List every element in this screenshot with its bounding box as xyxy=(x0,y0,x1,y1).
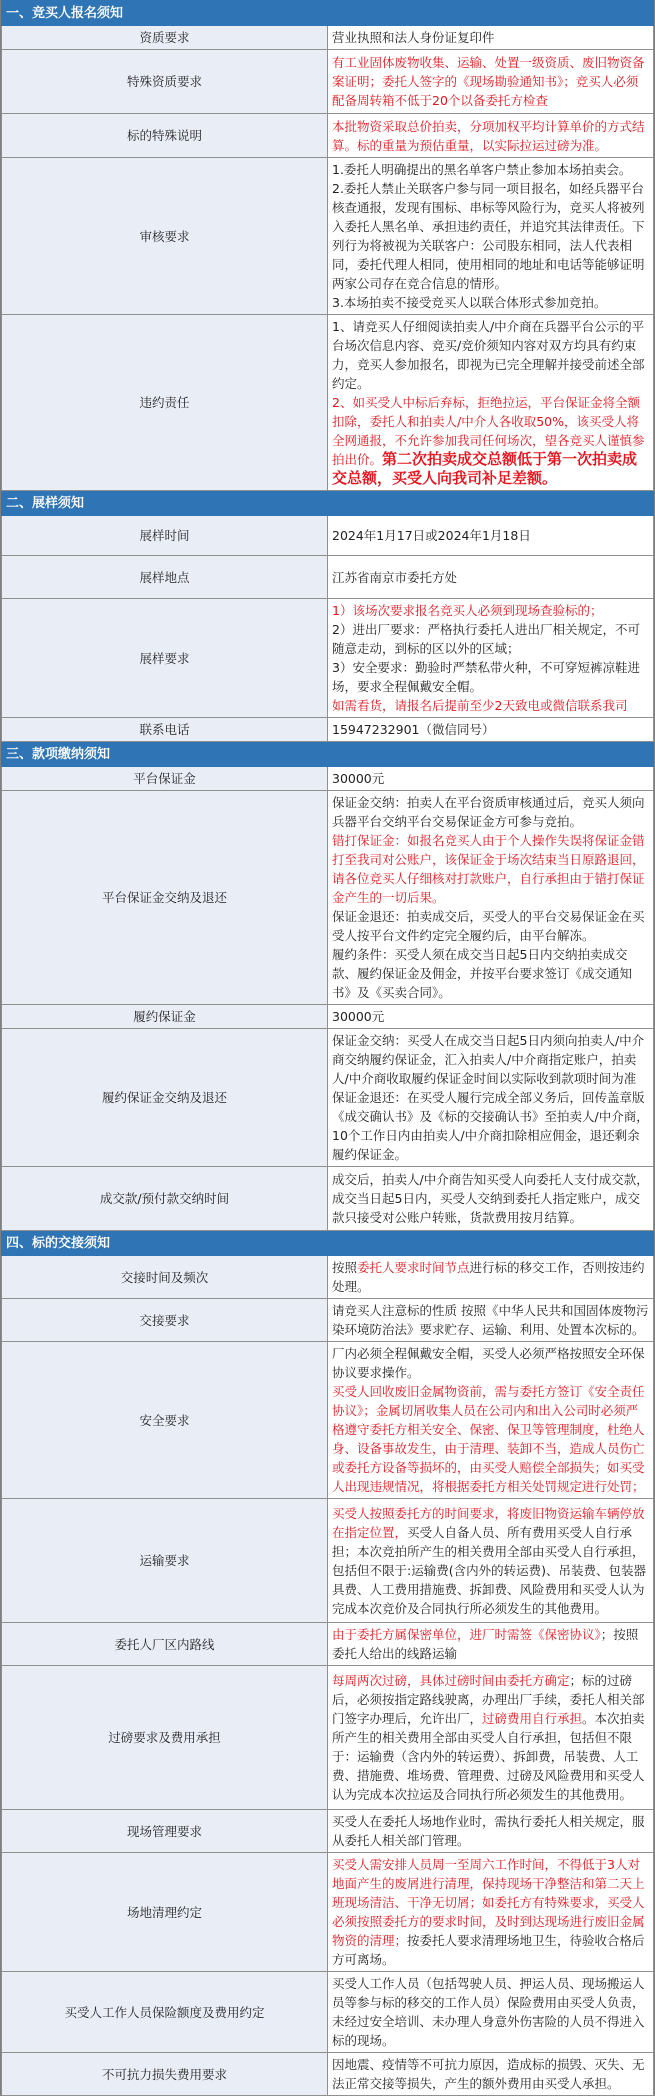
row-value xyxy=(328,1499,654,1623)
text-line: 保证金交纳：拍卖人在平台资质审核通过后，竞买人须向兵器平台交纳平台交易保证金方可参与竞拍。 xyxy=(332,795,645,829)
row-value xyxy=(328,1623,654,1666)
text-line: 3.本场拍卖不接受竞买人以联合体形式参加竞拍。 xyxy=(332,295,607,310)
row-label: 联系电话 xyxy=(2,718,328,742)
row-value: 营业执照和法人身份证复印件 xyxy=(328,26,654,50)
row-handover-time xyxy=(2,1256,654,1299)
text-line: 1.委托人明确提出的黑名单客户禁止参加本场拍卖会。 xyxy=(332,162,632,177)
section-title: 三、款项缴纳须知 xyxy=(2,742,654,767)
section-header-sample-viewing xyxy=(2,491,654,516)
notice-table xyxy=(1,0,654,2096)
row-label: 平台保证金交纳及退还 xyxy=(2,791,328,1005)
row-value: 30000元 xyxy=(328,767,654,791)
row-label: 展样要求 xyxy=(2,599,328,718)
row-label: 安全要求 xyxy=(2,1342,328,1499)
text-red: 由于委托方属保密单位，进厂时需签《保密协议》 xyxy=(332,1627,601,1642)
text-plain: ；按照委托人给出的线路运输 xyxy=(332,1627,639,1661)
row-lot-special-note xyxy=(2,114,654,158)
row-label: 平台保证金 xyxy=(2,767,328,791)
row-performance-deposit-refund xyxy=(2,1029,654,1167)
row-value xyxy=(328,599,654,718)
row-label: 委托人厂区内路线 xyxy=(2,1623,328,1666)
text-line: 1）该场次要求报名竞买人必须到现场查验标的； xyxy=(332,603,603,618)
row-worker-insurance xyxy=(2,1972,654,2053)
row-force-majeure xyxy=(2,2053,654,2096)
row-label: 审核要求 xyxy=(2,158,328,315)
row-value: 本批物资采取总价拍卖，分项加权平均计算单价的方式结算。标的重量为预估重量，以实际拉运过磅为准。 xyxy=(328,114,654,158)
row-factory-route xyxy=(2,1623,654,1666)
row-value: 15947232901（微信同号） xyxy=(328,718,654,742)
text-plain: 进行标的移交工作，否则按违约处理。 xyxy=(332,1260,645,1294)
row-label: 展样时间 xyxy=(2,516,328,556)
row-handover-requirements xyxy=(2,1299,654,1342)
row-label: 过磅要求及费用承担 xyxy=(2,1666,328,1810)
text-line: 买受人回收废旧金属物资前，需与委托方签订《安全责任协议》；金属切屑收集人员在公司内和出入公司时必须严格遵守委托方相关安全、保密、保卫等管理制度，杜绝人身、设备事故发生，由于清理、装卸不当，造成人员伤亡或委托方设备等损坏的，由买受人赔偿全部损失；如买受人出现违规情况，将根据委托方相关处罚规定进行处罚； xyxy=(332,1384,645,1494)
row-value xyxy=(328,1029,654,1167)
row-label: 交接要求 xyxy=(2,1299,328,1342)
row-label: 资质要求 xyxy=(2,26,328,50)
text-line: 1、请竞买人仔细阅读拍卖人/中介商在兵器平台公示的平台场次信息内容、竞买/竞价须知内容对双方均具有约束力，竞买人参加报名，即视为已完全理解并接受前述全部约定。 xyxy=(332,319,645,391)
text-line: 错打保证金：如报名竞买人由于个人操作失误将保证金错打至我司对公账户，该保证金于场次结束当日原路退回，请各位竞买人仔细核对打款账户，自行承担由于错打保证金产生的一切后果。 xyxy=(332,833,645,905)
row-value: 因地震、疫情等不可抗力原因，造成标的损毁、灭失、无法正常交接等损失，产生的额外费用由买受人承担。 xyxy=(328,2053,654,2096)
row-viewing-requirements xyxy=(2,599,654,718)
row-weighing-costs xyxy=(2,1666,654,1810)
text-red: 委托人要求时间节点 xyxy=(357,1260,470,1275)
row-contact-phone xyxy=(2,718,654,742)
text-plain: ；标的过磅后，必须按指定路线驶离，办理出厂手续，委托人相关部门签字办理后，允许出厂， xyxy=(332,1673,645,1726)
row-site-cleanup xyxy=(2,1853,654,1972)
text-red: 2、如买受人中标后弃标，拒绝拉运，平台保证金将全额扣除，委托人和拍卖人/中介人各收取50%，该买受人将全网通报，不允许参加我司任何场次，望各竞买人谨慎参拍出价。 xyxy=(332,395,645,467)
text-plain: 按委托人要求清理场地卫生，待验收合格后方可离场。 xyxy=(332,1933,645,1967)
row-label: 不可抗力损失费用要求 xyxy=(2,2053,328,2096)
text-red: 买受人按照委托方的时间要求，将废旧物资运输车辆停放在指定位置， xyxy=(332,1505,645,1540)
row-value: 成交后，拍卖人/中介商告知买受人向委托人支付成交款，成交当日起5日内，买受人交纳到委托人指定账户，成交款只接受对公账户转账，货款费用按月结算。 xyxy=(328,1167,654,1231)
row-label: 运输要求 xyxy=(2,1499,328,1623)
row-viewing-time xyxy=(2,516,654,556)
row-breach-liability xyxy=(2,315,654,491)
section-header-registration xyxy=(2,1,654,26)
row-value: 有工业固体废物收集、运输、处置一级资质、废旧物资备案证明；委托人签字的《现场勘验通知书》；竞买人必须配备周转箱不低于20个以备委托方检查 xyxy=(328,50,654,114)
row-value xyxy=(328,158,654,315)
text-red: 每周两次过磅，具体过磅时间由委托方确定 xyxy=(332,1673,570,1688)
row-site-management xyxy=(2,1810,654,1853)
row-label: 展样地点 xyxy=(2,556,328,599)
row-safety-requirements xyxy=(2,1342,654,1499)
row-platform-deposit-refund xyxy=(2,791,654,1005)
row-value: 江苏省南京市委托方处 xyxy=(328,556,654,599)
text-line: 厂内必须全程佩戴安全帽，买受人必须严格按照安全环保协议要求操作。 xyxy=(332,1346,645,1380)
text-line xyxy=(332,393,649,488)
row-value xyxy=(328,315,654,491)
row-label: 履约保证金 xyxy=(2,1005,328,1029)
row-label: 场地清理约定 xyxy=(2,1853,328,1972)
row-platform-deposit xyxy=(2,767,654,791)
text-plain: 按照 xyxy=(332,1260,358,1275)
row-label: 交接时间及频次 xyxy=(2,1256,328,1299)
text-line: 保证金退还：在买受人履行完成全部义务后，回传盖章版《成交确认书》及《标的交接确认书》至拍卖人/中介商，10个工作日内由拍卖人/中介商扣除相应佣金，退还剩余履约保证金。 xyxy=(332,1090,649,1162)
section-header-payment xyxy=(2,742,654,767)
text-line: 2.委托人禁止关联客户参与同一项目报名，如经兵器平台核查通报，发现有围标、串标等风险行为，竞买人将被列入委托人黑名单、承担违约责任，并追究其法律责任。下列行为将被视为关联客户：公司股东相同，法人代表相同，委托代理人相同，使用相同的地址和电话等能够证明两家公司存在竞合信息的情形。 xyxy=(332,181,645,291)
row-value: 请竞买人注意标的性质 按照《中华人民共和国固体废物污染环境防治法》要求贮存、运输、利用、处置本次标的。 xyxy=(328,1299,654,1342)
row-value xyxy=(328,1342,654,1499)
row-value xyxy=(328,1256,654,1299)
section-title: 二、展样须知 xyxy=(2,491,654,516)
section-title: 一、竞买人报名须知 xyxy=(2,1,654,26)
row-transport-requirements xyxy=(2,1499,654,1623)
row-performance-deposit xyxy=(2,1005,654,1029)
row-value xyxy=(328,1853,654,1972)
text-red: 过磅费用自行承担 xyxy=(482,1711,583,1726)
text-emphasis: 第二次拍卖成交总额低于第一次拍卖成交总额，买受人向我司补足差额。 xyxy=(332,450,638,487)
text-line: 保证金退还：拍卖成交后，买受人的平台交易保证金在买受人按平台文件约定完全履约后，由平台解冻。 xyxy=(332,909,645,943)
text-line: 保证金交纳：买受人在成交当日起5日内须向拍卖人/中介商交纳履约保证金，汇入拍卖人/中介商指定账户，拍卖人/中介商收取履约保证金时间以实际收到款项时间为准 xyxy=(332,1033,645,1086)
row-label: 标的特殊说明 xyxy=(2,114,328,158)
text-line: 履约条件：买受人须在成交当日起5日内交纳拍卖成交款、履约保证金及佣金，并按平台要求签订《成交通知书》及《买卖合同》。 xyxy=(332,947,633,1000)
text-plain: 买受人自备人员、所有费用买受人自行承担；本次竞拍所产生的相关费用全部由买受人自行承担，包括但不限于:运输费(含内外的转运费)、吊装费、包装器具费、人工费用措施费、拆卸费、风险费用和买受人认为完成本次竞价及合同执行所必须发生的其他费用。 xyxy=(332,1524,646,1616)
text-red: 买受人需安排人员周一至周六工作时间，不得低于3人对地面产生的废屑进行清理，保持现场干净整洁和第二天上班现场清洁、干净无切屑；如委托方有特殊要求，买受人必须按照委托方的要求时间，及时到达现场进行废旧金属物资的清理； xyxy=(332,1857,645,1948)
row-value: 买受人工作人员（包括驾驶人员、押运人员、现场搬运人员等参与标的移交的工作人员）保险费用由买受人负责，未经过安全培训、未办理人身意外伤害险的人员不得进入标的现场。 xyxy=(328,1972,654,2053)
text-line: 2）进出厂要求：严格执行委托人进出厂相关规定，不可随意走动，到标的区以外的区域； xyxy=(332,622,640,656)
row-value xyxy=(328,1666,654,1810)
text-plain: 。本次拍卖所产生的相关费用全部由买受人自行承担，包括但不限于：运输费（含内外的转运费）、拆卸费，吊装费、人工费、措施费、堆场费、管理费、过磅及风险费用和买受人认为完成本次拉运及合同执行所必须发生的其他费用。 xyxy=(332,1711,645,1802)
row-transaction-payment-time xyxy=(2,1167,654,1231)
row-value: 2024年1月17日或2024年1月18日 xyxy=(328,516,654,556)
row-qualification xyxy=(2,26,654,50)
row-special-qualification xyxy=(2,50,654,114)
row-viewing-place xyxy=(2,556,654,599)
row-value: 30000元 xyxy=(328,1005,654,1029)
row-review-requirements xyxy=(2,158,654,315)
row-value: 买受人在委托人场地作业时，需执行委托人相关规定，服从委托人相关部门管理。 xyxy=(328,1810,654,1853)
text-line: 3）安全要求：勤验时严禁私带火种，不可穿短裤凉鞋进场，要求全程佩戴安全帽。 xyxy=(332,660,640,694)
row-label: 特殊资质要求 xyxy=(2,50,328,114)
row-label: 成交款/预付款交纳时间 xyxy=(2,1167,328,1231)
text-line: 如需看货，请报名后提前至少2天致电或微信联系我司 xyxy=(332,698,628,713)
row-value xyxy=(328,791,654,1005)
section-title: 四、标的交接须知 xyxy=(2,1231,654,1256)
row-label: 履约保证金交纳及退还 xyxy=(2,1029,328,1167)
section-header-handover xyxy=(2,1231,654,1256)
row-label: 现场管理要求 xyxy=(2,1810,328,1853)
row-label: 违约责任 xyxy=(2,315,328,491)
row-label: 买受人工作人员保险额度及费用约定 xyxy=(2,1972,328,2053)
